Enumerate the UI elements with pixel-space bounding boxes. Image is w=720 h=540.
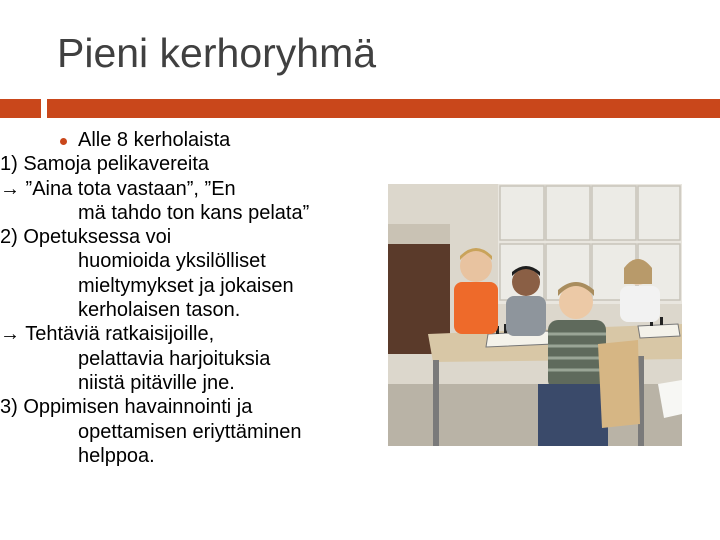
- title-divider-right: [47, 99, 720, 118]
- chess-club-photo: [388, 184, 682, 446]
- body-line: kerholaisen tason.: [78, 299, 241, 322]
- body-line: opettamisen eriyttäminen: [78, 420, 302, 443]
- body-line: huomioida yksilölliset: [78, 250, 266, 273]
- photo-illustration: [388, 184, 682, 446]
- body-line: 3) Oppimisen havainnointi ja: [0, 396, 253, 419]
- body-line: pelattavia harjoituksia: [78, 347, 271, 370]
- body-line: mieltymykset ja jokaisen: [78, 274, 294, 297]
- bullet-item: [0, 128, 380, 152]
- title-divider-left: [0, 99, 41, 118]
- body-line: 2) Opetuksessa voi: [0, 226, 172, 249]
- slide-title: Pieni kerhoryhmä: [57, 30, 377, 76]
- body-line: 1) Samoja pelikavereita: [0, 153, 209, 176]
- body-line: niistä pitäville jne.: [78, 371, 235, 394]
- body-line: mä tahdo ton kans pelata”: [78, 201, 310, 224]
- bullet-dot-icon: [60, 138, 67, 145]
- slide-body: [0, 128, 380, 468]
- bullet-text: Alle 8 kerholaista: [78, 129, 231, 151]
- body-line: → ”Aina tota vastaan”, ”En: [0, 177, 236, 200]
- body-line: helppoa.: [78, 444, 155, 467]
- body-line: → Tehtäviä ratkaisijoille,: [0, 323, 215, 346]
